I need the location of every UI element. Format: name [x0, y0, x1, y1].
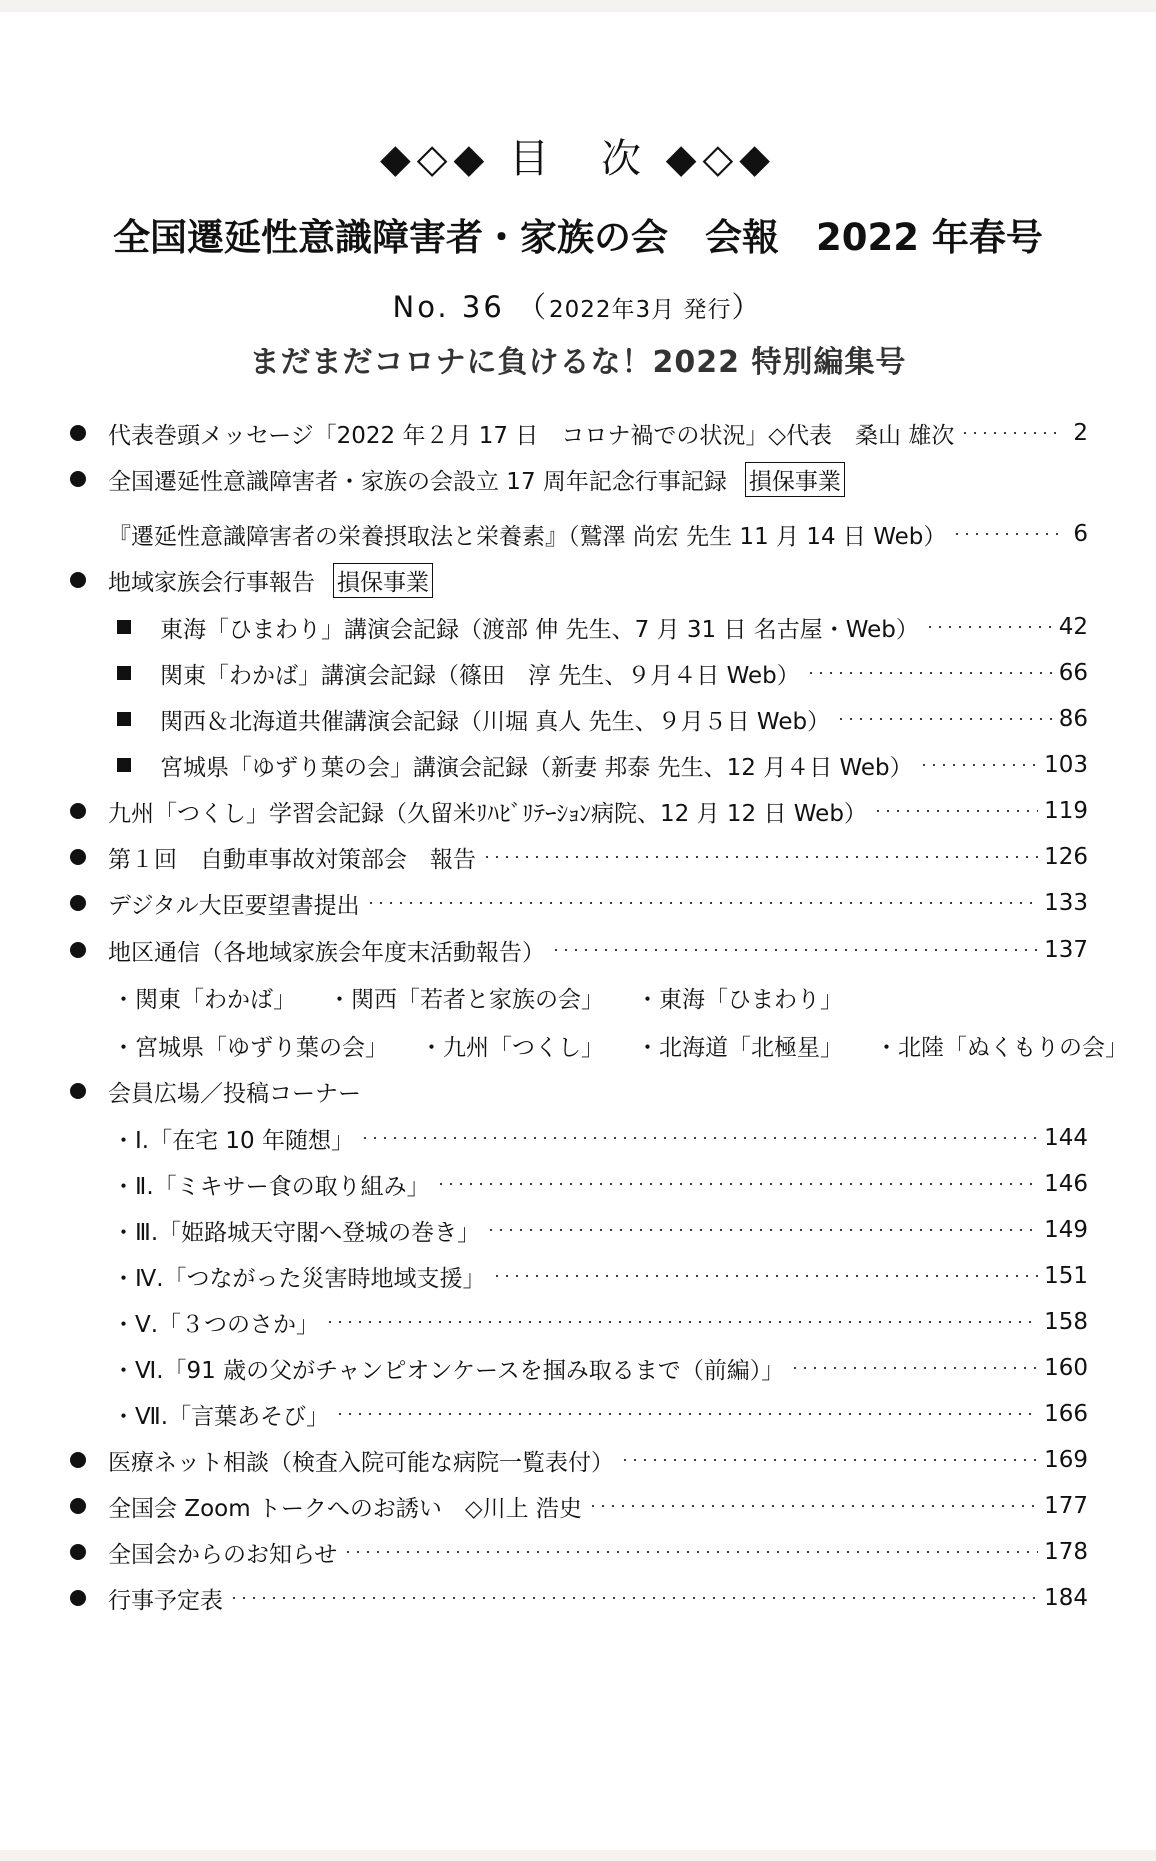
toc-page-number: 86 [1058, 706, 1088, 732]
toc-entry-text: ・Ⅲ.「姫路城天守閣へ登城の巻き」 [112, 1219, 481, 1246]
bullet-icon [70, 1544, 86, 1560]
dot-leader [366, 902, 1038, 904]
issue-date: 2022年3月 発行 [548, 297, 732, 323]
toc-entry-text: 会員広場／投稿コーナー [108, 1080, 361, 1107]
bullet-icon [70, 895, 86, 911]
toc-entry-text: ・Ⅴ.「３つのさか」 [112, 1311, 320, 1338]
toc-subentry-tokai [160, 609, 1088, 645]
group-miyagi: ・宮城県「ゆずり葉の会」 [112, 1034, 388, 1061]
bullet-icon [70, 572, 86, 588]
toc-entry-text: ・Ⅰ.「在宅 10 年随想」 [112, 1127, 354, 1154]
toc-entry-text: 医療ネット相談（検査入院可能な病院一覧表付） [108, 1449, 614, 1476]
dot-leader [806, 672, 1053, 674]
issue-info [0, 285, 1156, 326]
special-edition-subtitle: まだまだコロナに負けるな！2022 特別編集号 [249, 345, 907, 380]
square-bullet-icon [117, 712, 131, 726]
toc-entry-text: ・Ⅶ.「言葉あそび」 [112, 1403, 330, 1430]
toc-entry-members-corner [108, 1073, 1088, 1109]
toc-page-number: 144 [1044, 1125, 1088, 1151]
sompo-project-badge: 損保事業 [333, 563, 433, 598]
document-page [0, 12, 1156, 1850]
toc-entry-text: ・Ⅵ.「91 歳の父がチャンピオンケースを掴み取るまで（前編）」 [112, 1357, 785, 1384]
dot-leader [335, 1413, 1038, 1415]
group-hokkaido: ・北海道「北極星」 [636, 1034, 843, 1061]
dot-leader [360, 1137, 1038, 1139]
toc-page-number: 146 [1044, 1171, 1088, 1197]
toc-page-number: 2 [1073, 420, 1088, 446]
dot-leader [836, 718, 1053, 720]
group-tokai: ・東海「ひまわり」 [636, 986, 843, 1013]
toc-page-number: 6 [1073, 521, 1088, 547]
square-bullet-icon [117, 666, 131, 680]
toc-subentry-kanto [160, 655, 1088, 691]
dot-leader [620, 1459, 1038, 1461]
issue-close: ） [731, 290, 764, 324]
toc-entry-regional-events [108, 562, 1088, 598]
dot-leader [436, 1183, 1038, 1185]
group-kyushu: ・九州「つくし」 [420, 1034, 604, 1061]
toc-subentry-essay-3 [112, 1212, 1088, 1248]
toc-entry-text: 地域家族会行事報告 [108, 569, 315, 596]
toc-entry-text: 地区通信（各地域家族会年度末活動報告） [108, 939, 545, 966]
toc-entry-zoom-talk [108, 1488, 1088, 1524]
square-bullet-icon [117, 620, 131, 634]
bullet-icon [70, 1452, 86, 1468]
toc-entry-text: 全国会 Zoom トークへのお誘い ◇川上 浩史 [108, 1495, 582, 1522]
toc-subentry-essay-1 [112, 1120, 1088, 1156]
bullet-icon [70, 425, 86, 441]
bullet-icon [70, 471, 86, 487]
bullet-icon [70, 1590, 86, 1606]
toc-page-number: 177 [1044, 1493, 1088, 1519]
dot-leader [492, 1275, 1039, 1277]
toc-entry-text: 宮城県「ゆずり葉の会」講演会記録（新妻 邦泰 先生、12 月４日 Web） [160, 754, 913, 781]
dot-leader [229, 1597, 1038, 1599]
group-kansai: ・関西「若者と家族の会」 [328, 986, 604, 1013]
toc-page-number: 184 [1044, 1585, 1088, 1611]
regional-news-groups-row-2 [112, 1027, 1128, 1063]
dot-leader [790, 1367, 1038, 1369]
dot-leader [551, 949, 1038, 951]
group-kanto: ・関東「わかば」 [112, 986, 296, 1013]
regional-news-groups-row-1 [112, 979, 843, 1015]
bullet-icon [70, 803, 86, 819]
toc-subentry-essay-4 [112, 1258, 1088, 1294]
bullet-icon [70, 942, 86, 958]
toc-page-number: 126 [1044, 844, 1088, 870]
sompo-project-badge: 損保事業 [745, 462, 845, 497]
toc-subentry-essay-2 [112, 1166, 1088, 1202]
dot-leader [925, 626, 1053, 628]
toc-entry-accident-committee [108, 839, 1088, 875]
toc-subentry-essay-7 [112, 1396, 1088, 1432]
toc-entry-medical-consultation [108, 1442, 1088, 1478]
dot-leader [486, 1229, 1038, 1231]
bullet-icon [70, 849, 86, 865]
dot-leader [482, 856, 1038, 858]
toc-page-number: 151 [1044, 1263, 1088, 1289]
toc-subentry-essay-6 [112, 1350, 1088, 1386]
bullet-icon [70, 1083, 86, 1099]
dot-leader [952, 533, 1062, 535]
toc-entry-announcements [108, 1534, 1088, 1570]
toc-subentry-essay-5 [112, 1304, 1088, 1340]
bullet-icon [70, 1498, 86, 1514]
toc-subentry-kansai-hokkaido [160, 701, 1088, 737]
toc-entry-text: 『遷延性意識障害者の栄養摂取法と栄養素』（鷲澤 尚宏 先生 11 月 14 日 Web） [108, 523, 947, 550]
group-hokuriku: ・北陸「ぬくもりの会」 [875, 1034, 1128, 1061]
toc-title: ◆◇◆ 目 次 ◆◇◆ [380, 136, 776, 182]
toc-entry-text: 第１回 自動車事故対策部会 報告 [108, 846, 476, 873]
toc-page-number: 149 [1044, 1217, 1088, 1243]
toc-entry-text: 全国遷延性意識障害者・家族の会設立 17 周年記念行事記録 [108, 468, 727, 495]
toc-entry-regional-news [108, 932, 1088, 968]
toc-subentry-miyagi [160, 747, 1088, 783]
toc-page-number: 178 [1044, 1539, 1088, 1565]
toc-entry-text: 東海「ひまわり」講演会記録（渡部 伸 先生、7 月 31 日 名古屋・Web） [160, 616, 919, 643]
square-bullet-icon [117, 758, 131, 772]
toc-page-number: 133 [1044, 890, 1088, 916]
toc-entry-digital-minister [108, 885, 1088, 921]
toc-page-number: 137 [1044, 937, 1088, 963]
toc-entry-event-schedule [108, 1580, 1088, 1616]
toc-page-number: 42 [1058, 614, 1088, 640]
toc-page-number: 169 [1044, 1447, 1088, 1473]
newsletter-title: 全国遷延性意識障害者・家族の会 会報 2022 年春号 [113, 216, 1043, 259]
toc-page-number: 166 [1044, 1401, 1088, 1427]
toc-entry-text: デジタル大臣要望書提出 [108, 892, 360, 919]
dot-leader [919, 764, 1038, 766]
toc-page-number: 66 [1058, 660, 1088, 686]
dot-leader [873, 810, 1038, 812]
toc-entry-anniversary-record [108, 461, 1088, 497]
issue-number: No. 36 （ [392, 290, 549, 324]
toc-page-number: 158 [1044, 1309, 1088, 1335]
dot-leader [588, 1505, 1038, 1507]
toc-entry-text: 全国会からのお知らせ [108, 1541, 338, 1568]
dot-leader [325, 1321, 1038, 1323]
toc-entry-text: 関西＆北海道共催講演会記録（川堀 真人 先生、９月５日 Web） [160, 708, 831, 735]
toc-subentry-nutrition [108, 516, 1088, 552]
toc-entry-text: ・Ⅳ.「つながった災害時地域支援」 [112, 1265, 486, 1292]
toc-entry-text: 九州「つくし」学習会記録（久留米ﾘﾊﾋﾞﾘﾃｰｼｮﾝ病院、12 月 12 日 Web） [108, 800, 867, 827]
toc-entry-kyushu-study [108, 793, 1088, 829]
dot-leader [960, 432, 1062, 434]
toc-entry-text: 代表巻頭メッセージ「2022 年２月 17 日 コロナ禍での状況」◇代表 桑山 雄次 [108, 422, 955, 449]
toc-entry-representative-message [108, 415, 1088, 451]
toc-page-number: 103 [1044, 752, 1088, 778]
toc-entry-text: ・Ⅱ.「ミキサー食の取り組み」 [112, 1173, 430, 1200]
toc-entry-text: 行事予定表 [108, 1587, 223, 1614]
dot-leader [343, 1551, 1038, 1553]
toc-page-number: 119 [1044, 798, 1088, 824]
toc-entry-text: 関東「わかば」講演会記録（篠田 淳 先生、９月４日 Web） [160, 662, 800, 689]
toc-page-number: 160 [1044, 1355, 1088, 1381]
